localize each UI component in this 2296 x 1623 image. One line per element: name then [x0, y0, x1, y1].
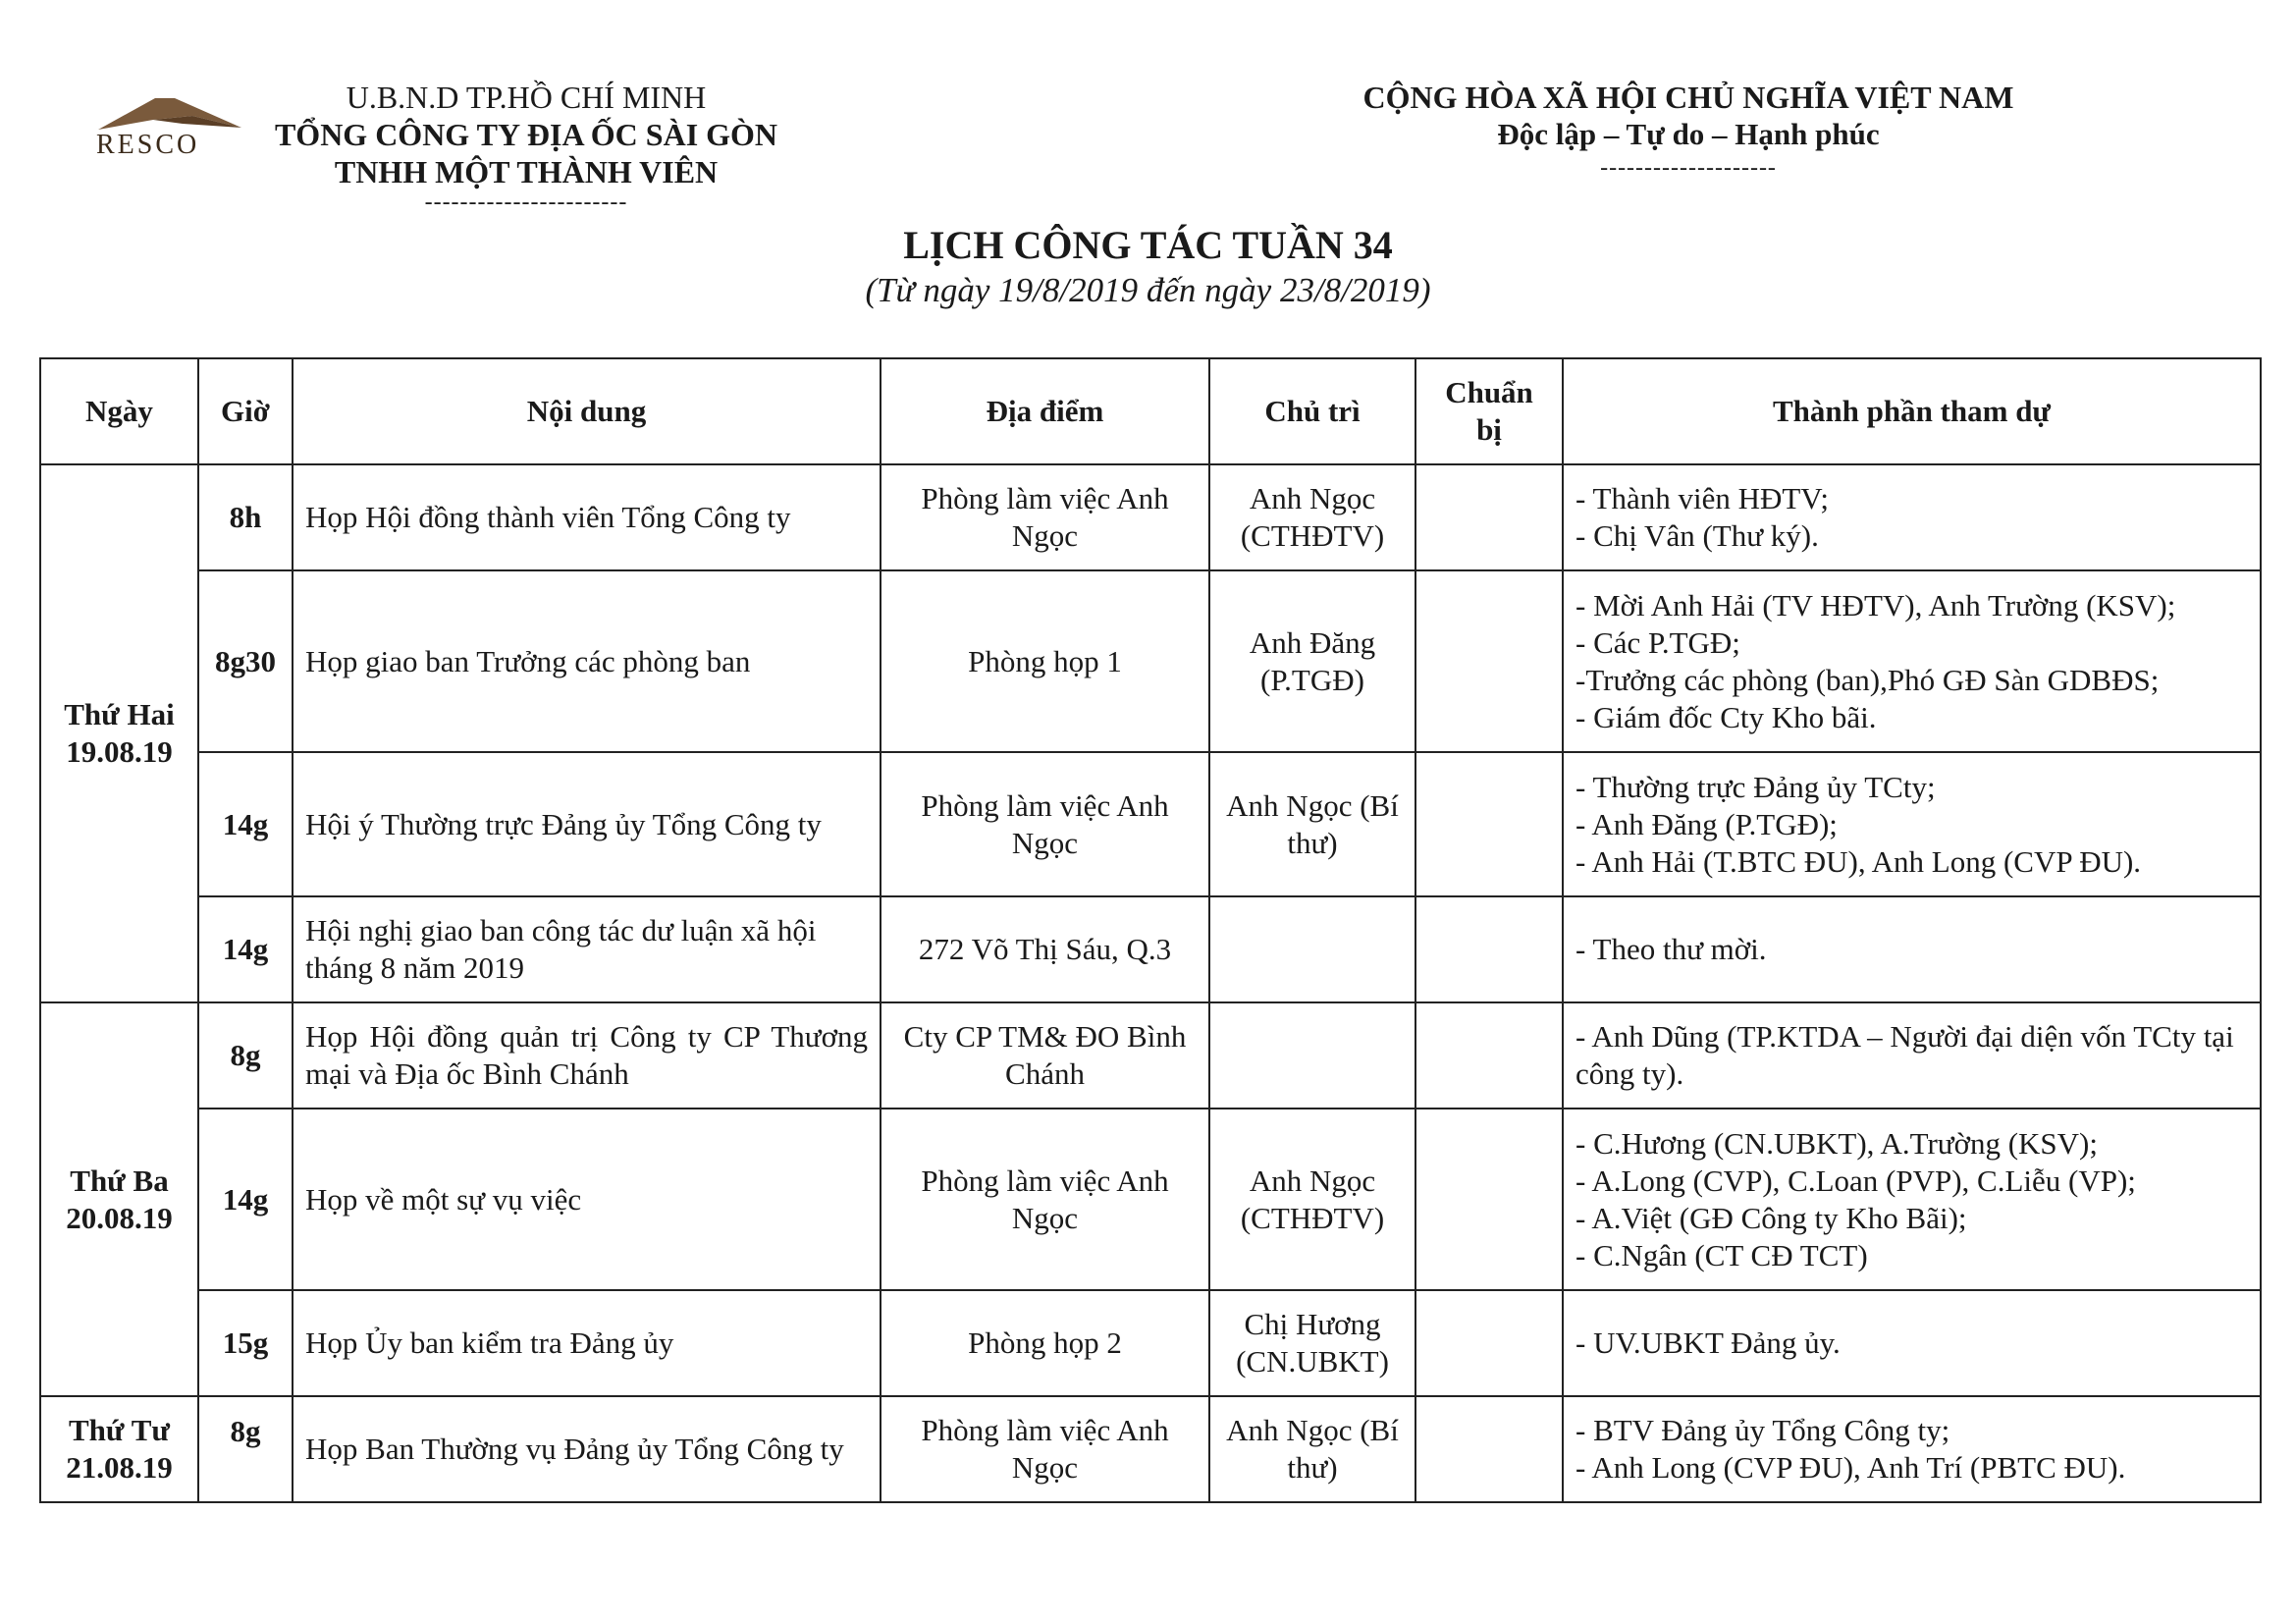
content-cell: Họp Hội đồng thành viên Tổng Công ty	[293, 464, 881, 570]
time-cell: 14g	[198, 1109, 293, 1290]
org-line-3: TNHH MỘT THÀNH VIÊN	[334, 154, 719, 189]
place-cell: Phòng làm việc Anh Ngọc	[881, 1396, 1209, 1502]
attendee-line: - Anh Dũng (TP.KTDA – Người đại diện vốn TCty tại công ty).	[1575, 1019, 2234, 1091]
day-date: 20.08.19	[66, 1200, 173, 1235]
attendee-line: - Các P.TGĐ;	[1575, 624, 1740, 660]
attendee-line: - A.Việt (GĐ Công ty Kho Bãi);	[1575, 1200, 1967, 1235]
attendees-cell	[1563, 1290, 2261, 1396]
host-cell	[1209, 896, 1415, 1002]
place-cell: Phòng làm việc Anh Ngọc	[881, 1109, 1209, 1290]
content-cell: Họp Ủy ban kiểm tra Đảng ủy	[293, 1290, 881, 1396]
content-cell: Họp Ban Thường vụ Đảng ủy Tổng Công ty	[293, 1396, 881, 1502]
table-header-row	[40, 358, 2261, 464]
prep-cell	[1415, 1002, 1563, 1109]
table-row	[40, 1002, 2261, 1109]
day-cell	[40, 1396, 198, 1502]
host-cell: Anh Ngọc (CTHĐTV)	[1209, 464, 1415, 570]
roof-icon	[94, 94, 253, 134]
host-cell: Anh Ngọc (Bí thư)	[1209, 1396, 1415, 1502]
attendee-line: -Trưởng các phòng (ban),Phó GĐ Sàn GDBĐS;	[1575, 662, 2160, 697]
place-cell: Cty CP TM& ĐO Bình Chánh	[881, 1002, 1209, 1109]
table-row	[40, 752, 2261, 896]
place-cell: Phòng làm việc Anh Ngọc	[881, 752, 1209, 896]
attendee-line: - A.Long (CVP), C.Loan (PVP), C.Liễu (VP);	[1575, 1163, 2136, 1198]
table-row	[40, 896, 2261, 1002]
attendee-line: - Anh Hải (T.BTC ĐU), Anh Long (CVP ĐU).	[1575, 843, 2142, 879]
prep-cell	[1415, 1290, 1563, 1396]
col-header-attendees: Thành phần tham dự	[1563, 358, 2261, 464]
attendee-line: - Anh Long (CVP ĐU), Anh Trí (PBTC ĐU).	[1575, 1450, 2126, 1485]
attendee-line: - Chị Vân (Thư ký).	[1575, 518, 1819, 553]
attendee-line: - Theo thư mời.	[1575, 932, 1767, 966]
prep-cell	[1415, 464, 1563, 570]
document-title: LỊCH CÔNG TÁC TUẦN 34	[903, 223, 1393, 267]
place-cell: Phòng họp 1	[881, 570, 1209, 752]
attendee-line: - C.Hương (CN.UBKT), A.Trường (KSV);	[1575, 1125, 2098, 1161]
day-date: 19.08.19	[66, 734, 173, 769]
attendees-cell	[1563, 896, 2261, 1002]
prep-cell	[1415, 570, 1563, 752]
host-cell: Anh Đăng (P.TGĐ)	[1209, 570, 1415, 752]
col-header-place: Địa điểm	[881, 358, 1209, 464]
time-cell: 8g	[198, 1396, 293, 1502]
table-row	[40, 1396, 2261, 1502]
attendee-line: - Anh Đăng (P.TGĐ);	[1575, 806, 1838, 841]
table-row	[40, 464, 2261, 570]
time-cell: 8g	[198, 1002, 293, 1109]
table-row	[40, 1290, 2261, 1396]
host-cell: Anh Ngọc (CTHĐTV)	[1209, 1109, 1415, 1290]
attendee-line: - Giám đốc Cty Kho bãi.	[1575, 699, 1877, 734]
day-cell	[40, 1002, 198, 1396]
content-cell: Hội ý Thường trực Đảng ủy Tổng Công ty	[293, 752, 881, 896]
col-header-content: Nội dung	[293, 358, 881, 464]
attendee-line: - Thành viên HĐTV;	[1575, 481, 1829, 515]
content-cell: Họp về một sự vụ việc	[293, 1109, 881, 1290]
attendees-cell	[1563, 570, 2261, 752]
place-cell: Phòng họp 2	[881, 1290, 1209, 1396]
table-row	[40, 1109, 2261, 1290]
col-header-prep: Chuẩn bị	[1415, 358, 1563, 464]
org-divider: -----------------------	[424, 189, 628, 215]
attendees-cell	[1563, 1002, 2261, 1109]
col-header-time: Giờ	[198, 358, 293, 464]
nation-line-1: CỘNG HÒA XÃ HỘI CHỦ NGHĨA VIỆT NAM	[1362, 80, 2014, 115]
time-cell: 15g	[198, 1290, 293, 1396]
resco-logo	[94, 94, 253, 163]
document-subtitle: (Từ ngày 19/8/2019 đến ngày 23/8/2019)	[865, 271, 1431, 309]
content-cell: Họp Hội đồng quản trị Công ty CP Thương mại và Địa ốc Bình Chánh	[293, 1002, 881, 1109]
nation-divider: --------------------	[1600, 155, 1777, 181]
col-header-day: Ngày	[40, 358, 198, 464]
logo-text: RESCO	[96, 130, 200, 160]
attendee-line: - C.Ngân (CT CĐ TCT)	[1575, 1237, 1868, 1272]
organization-header	[261, 79, 791, 214]
attendee-line: - Thường trực Đảng ủy TCty;	[1575, 769, 1936, 804]
attendee-line: - UV.UBKT Đảng ủy.	[1575, 1325, 1841, 1360]
content-cell: Họp giao ban Trưởng các phòng ban	[293, 570, 881, 752]
col-header-host: Chủ trì	[1209, 358, 1415, 464]
day-name: Thứ Hai	[64, 697, 175, 731]
time-cell: 14g	[198, 752, 293, 896]
nation-motto: Độc lập – Tự do – Hạnh phúc	[1497, 117, 1880, 151]
attendees-cell	[1563, 464, 2261, 570]
prep-cell	[1415, 1109, 1563, 1290]
prep-cell	[1415, 752, 1563, 896]
host-cell: Chị Hương (CN.UBKT)	[1209, 1290, 1415, 1396]
time-cell: 14g	[198, 896, 293, 1002]
day-name: Thứ Ba	[70, 1163, 169, 1198]
day-name: Thứ Tư	[69, 1413, 170, 1447]
host-cell: Anh Ngọc (Bí thư)	[1209, 752, 1415, 896]
day-date: 21.08.19	[66, 1450, 173, 1485]
org-line-2: TỔNG CÔNG TY ĐỊA ỐC SÀI GÒN	[274, 117, 778, 152]
attendee-line: - Mời Anh Hải (TV HĐTV), Anh Trường (KSV);	[1575, 587, 2176, 622]
place-cell: 272 Võ Thị Sáu, Q.3	[881, 896, 1209, 1002]
content-cell: Hội nghị giao ban công tác dư luận xã hội tháng 8 năm 2019	[293, 896, 881, 1002]
schedule-table	[39, 357, 2262, 1503]
prep-cell	[1415, 896, 1563, 1002]
attendees-cell	[1563, 1109, 2261, 1290]
host-cell	[1209, 1002, 1415, 1109]
time-cell: 8g30	[198, 570, 293, 752]
table-row	[40, 570, 2261, 752]
prep-cell	[1415, 1396, 1563, 1502]
national-header	[1306, 79, 2071, 183]
day-cell	[40, 464, 198, 1002]
time-cell: 8h	[198, 464, 293, 570]
attendees-cell	[1563, 1396, 2261, 1502]
attendee-line: - BTV Đảng ủy Tổng Công ty;	[1575, 1413, 1950, 1447]
attendees-cell	[1563, 752, 2261, 896]
org-line-1: U.B.N.D TP.HỒ CHÍ MINH	[346, 80, 707, 115]
place-cell: Phòng làm việc Anh Ngọc	[881, 464, 1209, 570]
